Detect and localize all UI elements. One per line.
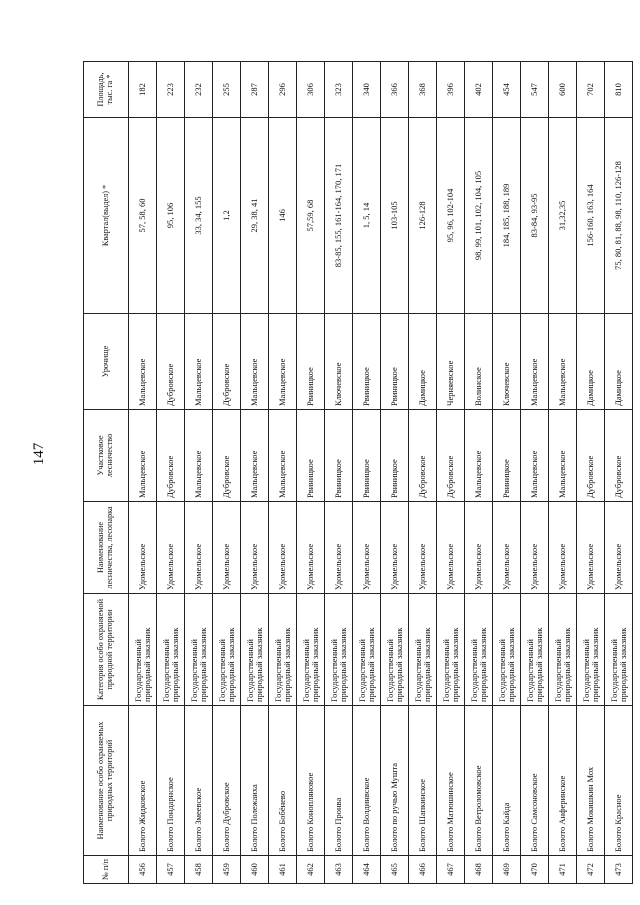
tract-name: Дамицкое bbox=[605, 314, 633, 410]
area-value: 255 bbox=[213, 62, 241, 118]
row-number: 466 bbox=[409, 856, 437, 884]
protected-area-category: Государственный природный заказник bbox=[465, 594, 493, 706]
protected-area-name: Болото Дубровское bbox=[213, 706, 241, 856]
protected-area-name: Болото Ветроломовское bbox=[465, 706, 493, 856]
quarter-allotment: 95, 106 bbox=[157, 118, 185, 314]
table-row bbox=[577, 62, 605, 884]
forestry-name: Удомельское bbox=[409, 502, 437, 594]
district-forestry-name: Дубровское bbox=[605, 410, 633, 502]
district-forestry-name: Дубровское bbox=[409, 410, 437, 502]
page-number: 147 bbox=[31, 442, 47, 466]
row-number: 465 bbox=[381, 856, 409, 884]
district-forestry-name: Рвиницкое bbox=[297, 410, 325, 502]
protected-areas-table bbox=[83, 61, 633, 884]
protected-area-name: Болото по ручью Мушта bbox=[381, 706, 409, 856]
tract-name: Ключевское bbox=[493, 314, 521, 410]
column-header-name: Наименование особо охраняемых природных территорий bbox=[84, 706, 129, 856]
forestry-name: Удомельское bbox=[129, 502, 157, 594]
area-value: 340 bbox=[353, 62, 381, 118]
forestry-name: Удомельское bbox=[269, 502, 297, 594]
protected-area-category: Государственный природный заказник bbox=[605, 594, 633, 706]
forestry-name: Удомельское bbox=[157, 502, 185, 594]
row-number: 460 bbox=[241, 856, 269, 884]
tract-name: Черняевское bbox=[437, 314, 465, 410]
quarter-allotment: 31,32,35 bbox=[549, 118, 577, 314]
quarter-allotment: 83-84, 93-95 bbox=[521, 118, 549, 314]
table-row bbox=[549, 62, 577, 884]
quarter-allotment: 57, 58, 60 bbox=[129, 118, 157, 314]
protected-area-name: Болото Жидковское bbox=[129, 706, 157, 856]
protected-area-category: Государственный природный заказник bbox=[129, 594, 157, 706]
protected-area-category: Государственный природный заказник bbox=[381, 594, 409, 706]
row-number: 473 bbox=[605, 856, 633, 884]
page-number-box bbox=[25, 440, 53, 468]
quarter-allotment: 75, 80, 81, 88, 98, 110, 126-128 bbox=[605, 118, 633, 314]
area-value: 547 bbox=[521, 62, 549, 118]
quarter-allotment: 184, 185, 188, 189 bbox=[493, 118, 521, 314]
column-header-category: Категория особо охраняемой природной территории bbox=[84, 594, 129, 706]
protected-area-name: Болото Красное bbox=[605, 706, 633, 856]
forestry-name: Удомельское bbox=[297, 502, 325, 594]
tract-name: Дамицкое bbox=[409, 314, 437, 410]
row-number: 463 bbox=[325, 856, 353, 884]
protected-area-category: Государственный природный заказник bbox=[325, 594, 353, 706]
protected-area-name: Болото Матюшинское bbox=[437, 706, 465, 856]
tract-name: Мальцевское bbox=[521, 314, 549, 410]
district-forestry-name: Дубровское bbox=[577, 410, 605, 502]
table-row bbox=[129, 62, 157, 884]
tract-name: Мальцевское bbox=[185, 314, 213, 410]
table-row bbox=[185, 62, 213, 884]
protected-area-name: Болото Бобёнево bbox=[269, 706, 297, 856]
tract-name: Рвиницкое bbox=[381, 314, 409, 410]
forestry-name: Удомельское bbox=[521, 502, 549, 594]
area-value: 402 bbox=[465, 62, 493, 118]
table-row bbox=[409, 62, 437, 884]
forestry-name: Удомельское bbox=[465, 502, 493, 594]
area-value: 323 bbox=[325, 62, 353, 118]
district-forestry-name: Дубровское bbox=[437, 410, 465, 502]
district-forestry-name: Рвиницкое bbox=[381, 410, 409, 502]
table-row bbox=[437, 62, 465, 884]
forestry-name: Удомельское bbox=[577, 502, 605, 594]
tract-name: Мальцевское bbox=[269, 314, 297, 410]
area-value: 396 bbox=[437, 62, 465, 118]
district-forestry-name: Мальцевское bbox=[185, 410, 213, 502]
row-number: 468 bbox=[465, 856, 493, 884]
protected-area-category: Государственный природный заказник bbox=[213, 594, 241, 706]
quarter-allotment: 103-105 bbox=[381, 118, 409, 314]
column-header-tract: Урочище bbox=[84, 314, 129, 410]
quarter-allotment: 33, 34, 155 bbox=[185, 118, 213, 314]
quarter-allotment: 83-85, 155, 161-164, 170, 171 bbox=[325, 118, 353, 314]
tract-name: Дубровское bbox=[157, 314, 185, 410]
row-number: 461 bbox=[269, 856, 297, 884]
column-header-district: Участковое лесничество bbox=[84, 410, 129, 502]
table-row bbox=[521, 62, 549, 884]
protected-area-category: Государственный природный заказник bbox=[437, 594, 465, 706]
row-number: 464 bbox=[353, 856, 381, 884]
area-value: 810 bbox=[605, 62, 633, 118]
forestry-name: Удомельское bbox=[549, 502, 577, 594]
protected-area-category: Государственный природный заказник bbox=[297, 594, 325, 706]
quarter-allotment: 146 bbox=[269, 118, 297, 314]
area-value: 368 bbox=[409, 62, 437, 118]
row-number: 467 bbox=[437, 856, 465, 884]
district-forestry-name: Рвиницкое bbox=[325, 410, 353, 502]
district-forestry-name: Рвиницкое bbox=[493, 410, 521, 502]
protected-area-name: Болото Шапкинское bbox=[409, 706, 437, 856]
quarter-allotment: 29, 38, 41 bbox=[241, 118, 269, 314]
tract-name: Волинское bbox=[465, 314, 493, 410]
row-number: 458 bbox=[185, 856, 213, 884]
table-row bbox=[465, 62, 493, 884]
table-body bbox=[129, 62, 633, 884]
forestry-name: Удомельское bbox=[353, 502, 381, 594]
protected-area-category: Государственный природный заказник bbox=[269, 594, 297, 706]
table-row bbox=[493, 62, 521, 884]
quarter-allotment: 98, 99, 101, 102, 104, 105 bbox=[465, 118, 493, 314]
column-header-number: № п/п bbox=[84, 856, 129, 884]
forestry-name: Удомельское bbox=[437, 502, 465, 594]
tract-name: Рвиницкое bbox=[297, 314, 325, 410]
table-row bbox=[381, 62, 409, 884]
protected-area-name: Болото Полежаиха bbox=[241, 706, 269, 856]
forestry-name: Удомельское bbox=[325, 502, 353, 594]
district-forestry-name: Мальцевское bbox=[549, 410, 577, 502]
protected-area-name: Болото Анферинское bbox=[549, 706, 577, 856]
table-row bbox=[157, 62, 185, 884]
table-row bbox=[241, 62, 269, 884]
table-row bbox=[605, 62, 633, 884]
tract-name: Дубровское bbox=[213, 314, 241, 410]
row-number: 456 bbox=[129, 856, 157, 884]
row-number: 470 bbox=[521, 856, 549, 884]
tract-name: Рвиницкое bbox=[353, 314, 381, 410]
quarter-allotment: 156-160, 163, 164 bbox=[577, 118, 605, 314]
table-row bbox=[325, 62, 353, 884]
area-value: 296 bbox=[269, 62, 297, 118]
column-header-forestry: Наименование лесничества, лесопарка bbox=[84, 502, 129, 594]
tract-name: Мальцевское bbox=[549, 314, 577, 410]
table-row bbox=[297, 62, 325, 884]
row-number: 469 bbox=[493, 856, 521, 884]
table-row bbox=[213, 62, 241, 884]
forestry-name: Удомельское bbox=[241, 502, 269, 594]
area-value: 366 bbox=[381, 62, 409, 118]
row-number: 457 bbox=[157, 856, 185, 884]
tract-name: Дамицкое bbox=[577, 314, 605, 410]
protected-area-name: Болото Самсоновское bbox=[521, 706, 549, 856]
district-forestry-name: Мальцевское bbox=[269, 410, 297, 502]
row-number: 462 bbox=[297, 856, 325, 884]
district-forestry-name: Мальцевское bbox=[465, 410, 493, 502]
district-forestry-name: Дубровское bbox=[157, 410, 185, 502]
protected-area-name: Болото Пондарнское bbox=[157, 706, 185, 856]
quarter-allotment: 1, 5, 14 bbox=[353, 118, 381, 314]
area-value: 306 bbox=[297, 62, 325, 118]
protected-area-name: Болото Конопляновое bbox=[297, 706, 325, 856]
quarter-allotment: 1,2 bbox=[213, 118, 241, 314]
row-number: 471 bbox=[549, 856, 577, 884]
area-value: 287 bbox=[241, 62, 269, 118]
protected-area-category: Государственный природный заказник bbox=[241, 594, 269, 706]
district-forestry-name: Мальцевское bbox=[521, 410, 549, 502]
protected-area-name: Болото Волдинвское bbox=[353, 706, 381, 856]
forestry-name: Удомельское bbox=[381, 502, 409, 594]
quarter-allotment: 126-128 bbox=[409, 118, 437, 314]
protected-area-category: Государственный природный заказник bbox=[521, 594, 549, 706]
table-header-row bbox=[84, 62, 129, 884]
quarter-allotment: 95, 96, 102-104 bbox=[437, 118, 465, 314]
table-row bbox=[353, 62, 381, 884]
district-forestry-name: Мальцевское bbox=[241, 410, 269, 502]
protected-area-category: Государственный природный заказник bbox=[353, 594, 381, 706]
area-value: 182 bbox=[129, 62, 157, 118]
protected-area-category: Государственный природный заказник bbox=[409, 594, 437, 706]
row-number: 472 bbox=[577, 856, 605, 884]
row-number: 459 bbox=[213, 856, 241, 884]
district-forestry-name: Рвиницкое bbox=[353, 410, 381, 502]
rotated-table-container bbox=[83, 62, 628, 884]
protected-area-name: Болото Пронва bbox=[325, 706, 353, 856]
district-forestry-name: Мальцевское bbox=[129, 410, 157, 502]
tract-name: Мальцевское bbox=[129, 314, 157, 410]
forestry-name: Удомельское bbox=[493, 502, 521, 594]
forestry-name: Удомельское bbox=[605, 502, 633, 594]
area-value: 702 bbox=[577, 62, 605, 118]
area-value: 232 bbox=[185, 62, 213, 118]
protected-area-category: Государственный природный заказник bbox=[493, 594, 521, 706]
forestry-name: Удомельское bbox=[213, 502, 241, 594]
column-header-quarter: Квартал(выдел) * bbox=[84, 118, 129, 314]
protected-area-category: Государственный природный заказник bbox=[157, 594, 185, 706]
tract-name: Ключевское bbox=[325, 314, 353, 410]
protected-area-name: Болото Змеевское bbox=[185, 706, 213, 856]
protected-area-category: Государственный природный заказник bbox=[577, 594, 605, 706]
protected-area-category: Государственный природный заказник bbox=[185, 594, 213, 706]
tract-name: Мальцевское bbox=[241, 314, 269, 410]
column-header-area: Площадь, тыс. га * bbox=[84, 62, 129, 118]
district-forestry-name: Дубровское bbox=[213, 410, 241, 502]
quarter-allotment: 57,59, 68 bbox=[297, 118, 325, 314]
protected-area-name: Болото Кайда bbox=[493, 706, 521, 856]
protected-area-name: Болото Мокишкин Мох bbox=[577, 706, 605, 856]
area-value: 223 bbox=[157, 62, 185, 118]
table-row bbox=[269, 62, 297, 884]
rotated-table-stage bbox=[83, 62, 628, 884]
protected-area-category: Государственный природный заказник bbox=[549, 594, 577, 706]
forestry-name: Удомельское bbox=[185, 502, 213, 594]
area-value: 454 bbox=[493, 62, 521, 118]
area-value: 600 bbox=[549, 62, 577, 118]
